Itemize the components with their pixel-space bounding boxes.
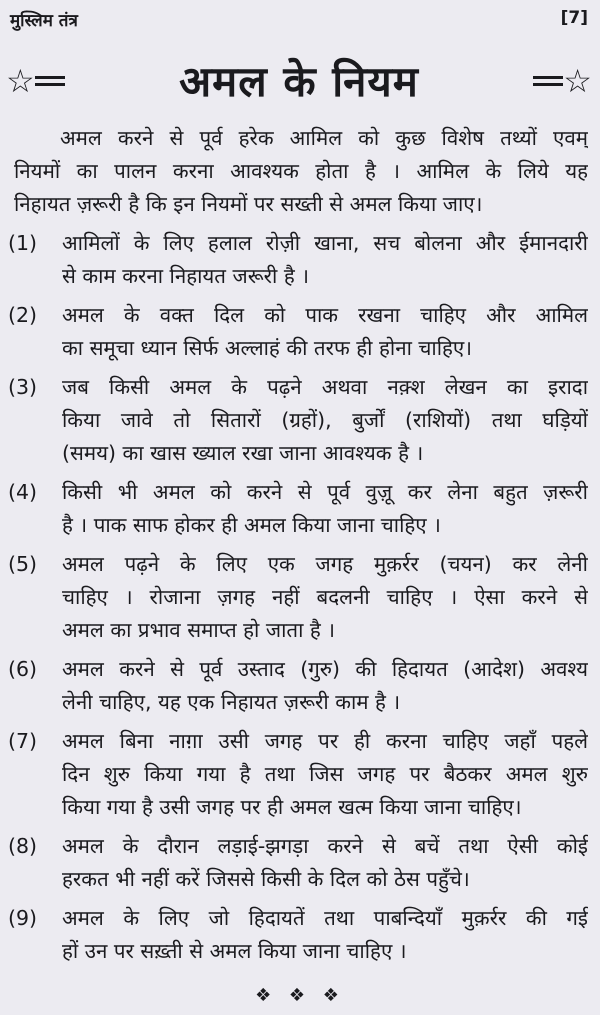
rule-item bbox=[0, 227, 600, 293]
rule-item bbox=[0, 371, 600, 470]
text-line: किया गया है उसी जगह पर ही अमल खत्म किया जाना चाहिए। bbox=[62, 795, 522, 819]
rule-number: (9) bbox=[8, 906, 38, 930]
rule-text bbox=[62, 371, 588, 470]
rule-text bbox=[62, 830, 588, 896]
text-line: हों उन पर सख़्ती से अमल किया जाना चाहिए । bbox=[62, 939, 407, 963]
running-header bbox=[10, 8, 588, 31]
page-number: [7] bbox=[560, 8, 588, 28]
text-line: अमल के लिए जो हिदायतें तथा पाबन्दियाँ मुक़र्रर की गई bbox=[62, 906, 588, 930]
star-icon: ☆ bbox=[563, 61, 592, 100]
star-ornament-left bbox=[6, 62, 65, 100]
rule-item bbox=[0, 299, 600, 365]
rule-text bbox=[62, 476, 588, 542]
star-icon: ☆ bbox=[6, 61, 35, 100]
text-line: किया जावे तो सितारों (ग्रहों), बुर्जों (राशियों) तथा घड़ियों bbox=[62, 408, 588, 432]
rule-number: (5) bbox=[8, 552, 38, 576]
rule-item bbox=[0, 653, 600, 719]
double-rule bbox=[35, 76, 65, 86]
rule-item bbox=[0, 548, 600, 647]
rule-text bbox=[62, 725, 588, 824]
rule-item bbox=[0, 725, 600, 824]
page-body bbox=[0, 122, 600, 968]
text-line: नियमों का पालन करना आवश्यक होता है । आमिल के लिये यह bbox=[14, 159, 588, 183]
end-ornament: ❖ ❖ ❖ bbox=[255, 985, 345, 1006]
rule-item bbox=[0, 476, 600, 542]
rule-number: (6) bbox=[8, 657, 38, 681]
text-line: अमल के वक्त दिल को पाक रखना चाहिए और आमिल bbox=[62, 303, 588, 327]
text-line: अमल करने से पूर्व हरेक आमिल को कुछ विशेष तथ्यों एवम् bbox=[60, 126, 588, 150]
text-line: दिन शुरु किया गया है तथा जिस जगह पर बैठकर अमल शुरु bbox=[62, 762, 588, 786]
book-title: मुस्लिम तंत्र bbox=[10, 11, 78, 31]
rule-number: (4) bbox=[8, 480, 38, 504]
rule-number: (2) bbox=[8, 303, 38, 327]
text-line: किसी भी अमल को करने से पूर्व वुज़ू कर लेना बहुत ज़रूरी bbox=[62, 480, 588, 504]
text-line: का समूचा ध्यान सिर्फ अल्लाहं की तरफ ही होना चाहिए। bbox=[62, 336, 473, 360]
text-line: लेनी चाहिए, यह एक निहायत ज़रूरी काम है । bbox=[62, 690, 401, 714]
text-line: हरकत भी नहीं करें जिससे किसी के दिल को ठेस पहुँचे। bbox=[62, 867, 470, 891]
rule-number: (3) bbox=[8, 375, 38, 399]
rule-number: (7) bbox=[8, 729, 38, 753]
text-line: अमल का प्रभाव समाप्त हो जाता है । bbox=[62, 618, 336, 642]
text-line: निहायत ज़रूरी है कि इन नियमों पर सख्ती से अमल किया जाए। bbox=[14, 192, 483, 216]
star-ornament-right bbox=[533, 62, 592, 100]
rule-number: (8) bbox=[8, 834, 38, 858]
rule-text bbox=[62, 902, 588, 968]
text-line: (समय) का खास ख्याल रखा जाना आवश्यक है । bbox=[62, 441, 424, 465]
text-line: है । पाक साफ होकर ही अमल किया जाना चाहिए । bbox=[62, 513, 441, 537]
rules-list bbox=[0, 227, 600, 968]
rule-text bbox=[62, 653, 588, 719]
text-line: अमल के दौरान लड़ाई-झगड़ा करने से बचें तथा ऐसी कोई bbox=[62, 834, 588, 858]
rule-text bbox=[62, 299, 588, 365]
chapter-title: अमल के नियम bbox=[179, 57, 419, 106]
rule-number: (1) bbox=[8, 231, 38, 255]
rule-text bbox=[62, 227, 588, 293]
text-line: अमल पढ़ने के लिए एक जगह मुक़र्रर (चयन) कर लेनी bbox=[62, 552, 588, 576]
text-line: चाहिए । रोजाना ज़गह नहीं बदलनी चाहिए । ऐसा करने से bbox=[62, 585, 588, 609]
rule-text bbox=[62, 548, 588, 647]
intro-paragraph bbox=[0, 122, 600, 221]
chapter-heading bbox=[6, 52, 592, 109]
double-rule bbox=[533, 76, 563, 86]
text-line: से काम करना निहायत जरूरी है । bbox=[62, 264, 310, 288]
rule-item bbox=[0, 830, 600, 896]
text-line: आमिलों के लिए हलाल रोज़ी खाना, सच बोलना और ईमानदारी bbox=[62, 231, 588, 255]
text-line: अमल बिना नाग़ा उसी जगह पर ही करना चाहिए जहाँ पहले bbox=[62, 729, 588, 753]
text-line: जब किसी अमल के पढ़ने अथवा नक़्श लेखन का इरादा bbox=[62, 375, 588, 399]
text-line: अमल करने से पूर्व उस्ताद (गुरु) की हिदायत (आदेश) अवश्य bbox=[62, 657, 588, 681]
rule-item bbox=[0, 902, 600, 968]
